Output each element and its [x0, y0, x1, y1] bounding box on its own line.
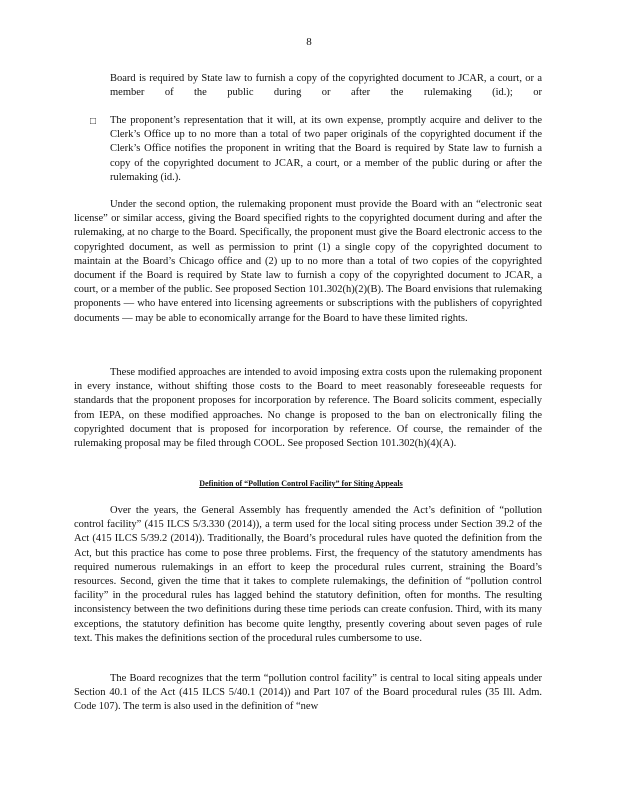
paragraph-3: Under the second option, the rulemaking proponent must provide the Board with an “electronic seat license” or similar access, giving the Board specified rights to the copyrighted document during and after the rulemaking, at no charge to the Board. Specifically, the proponent must give the Board electronic access to the copyrighted document, as well as permission to print (1) a single copy of the copyrighted document to maintain at the Board’s Chicago office and (2) up to no more than a total of two copies of the copyrighted document if the Board is required by State law to furnish a copy of the copyrighted document to JCAR, a court, or a member of the public. See proposed Section 101.302(h)(2)(B). The Board envisions that rulemaking proponents — who have entered into licensing agreements or subscriptions with the publishers of copyrighted documents — may be able to economically arrange for the Board to have these limited rights.	[74, 199, 542, 324]
paragraph-1: Board is required by State law to furnish a copy of the copyrighted document to JCAR, a court, or a member of the public during or after the rulemaking (id.); or	[110, 73, 542, 99]
section-heading: Definition of “Pollution Control Facility” for Siting Appeals	[199, 479, 403, 488]
page-number: 8	[306, 36, 312, 48]
paragraph-5: Over the years, the General Assembly has frequently amended the Act’s definition of “pollution control facility” (415 ILCS 5/3.330 (2014)), a term used for the local siting process under Section 39.2 of the Act (415 ILCS 5/39.2 (2014)). Traditionally, the Board’s procedural rules have quoted the definition from the Act, but this practice has come to pose three problems. First, the frequency of the statutory amendments has required numerous rulemakings in an effort to keep the procedural rules current, straining the Board’s resources. Second, given the time that it takes to complete rulemakings, the definition of “pollution control facility” in the procedural rules has lagged behind the statutory definition, often for months. The resulting inconsistency between the two definitions during these time periods can create confusion. Third, with its many exceptions, the statutory definition has become quite lengthy, presently covering about seven pages of rule text. This makes the definitions section of the procedural rules cumbersome to use.	[74, 505, 542, 644]
paragraph-4: These modified approaches are intended to avoid imposing extra costs upon the rulemaking proponent in every instance, without shifting those costs to the Board to meet reasonably foreseeable requests for standards that the proponent proposes for incorporation by reference. The Board solicits comment, especially from IEPA, on these modified approaches. No change is proposed to the ban on electronically filing the copyrighted document that is proposed for incorporation by reference. Of course, the remainder of the rulemaking proposal may be filed through COOL. See proposed Section 101.302(h)(4)(A).	[74, 367, 542, 450]
paragraph-6: The Board recognizes that the term “pollution control facility” is central to local siting appeals under Section 40.1 of the Act (415 ILCS 5/40.1 (2014)) and Part 107 of the Board procedural rules (35 Ill. Adm. Code 107). The term is also used in the definition of “new	[74, 673, 542, 713]
paragraph-2: The proponent’s representation that it will, at its own expense, promptly acquire and deliver to the Clerk’s Office up to no more than a total of two paper originals of the copyrighted document if the Clerk’s Office notifies the proponent in writing that the Board is required by State law to furnish a copy of the copyrighted document to JCAR, a court, or a member of the public during or after the rulemaking (id.).	[110, 115, 542, 183]
bullet-box-icon: □	[90, 116, 97, 127]
